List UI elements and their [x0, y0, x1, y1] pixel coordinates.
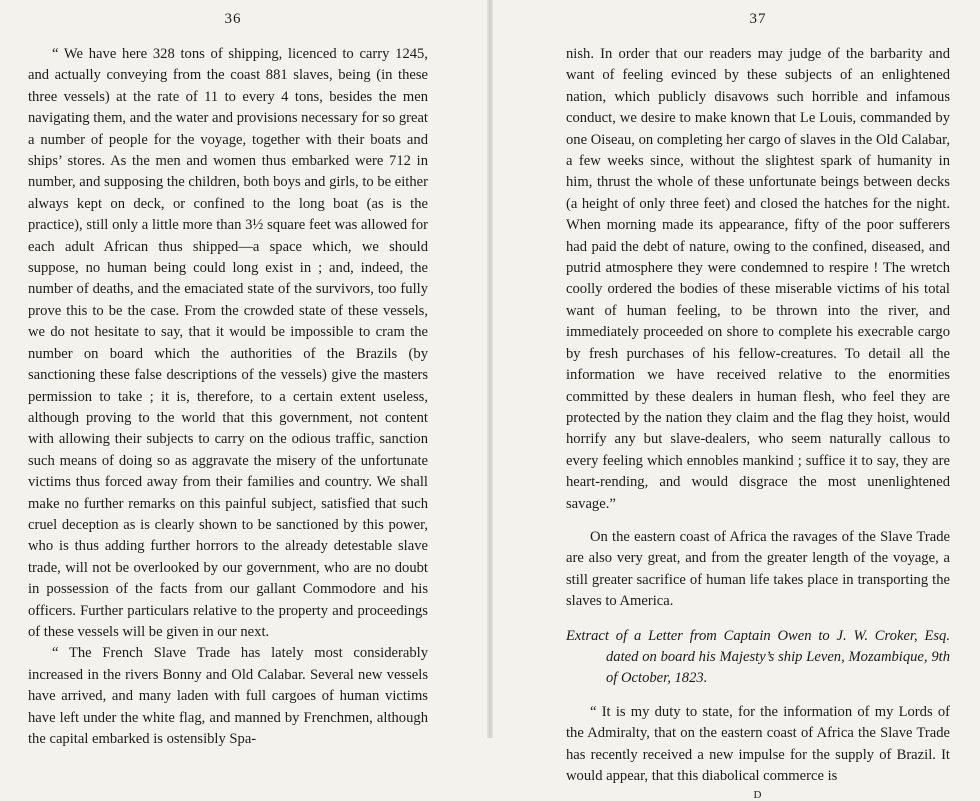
page-number-left: 36	[224, 11, 242, 27]
extract-heading: Extract of a Letter from Captain Owen to J. W. Croker, Esq. dated on board his Majesty’s ship Leven, Mozambique, 9th of October, 1823.	[566, 627, 950, 687]
right-page	[490, 0, 980, 801]
page-number-right: 37	[749, 11, 767, 27]
signature-mark: D	[753, 789, 763, 801]
paragraph-eastern-coast: On the eastern coast of Africa the ravages of the Slave Trade are also very great, and from the greater length of the voyage, a still greater sacrifice of human life takes place in transporting the slaves to America.	[566, 528, 950, 610]
paragraph-le-louis-continued: nish. In order that our readers may judge of the barbarity and want of feeling evinced by these subjects of an enlightened nation, which publicly disavows such horrible and infamous conduct, we desire to make known that Le Louis, commanded by one Oiseau, on completing her cargo of slaves in the Old Calabar, a few weeks since, without the slightest spark of humanity in him, thrust the whole of these unfortunate beings between decks (a height of only three feet) and closed the hatches for the night. When morning made its appearance, fifty of the poor sufferers had paid the debt of nature, owing to the confined, diseased, and putrid atmosphere they were condemned to respire ! The wretch coolly ordered the bodies of these miserable victims of his total want of human feeling, to be thrown into the river, and immediately proceeded on shore to complete his execrable cargo by fresh purchases of his fellow-creatures. To detail all the information we have received relative to the enormities committed by these dealers in human flesh, who feel they are protected by the nation they claim and the flag they hoist, would horrify any but slave-dealers, who seem naturally callous to every feeling which ennobles mankind ; suffice it to say, they are heart-rending, and would disgrace the most unenlightened savage.”	[566, 46, 950, 512]
paragraph-brazil-vessels: “ We have here 328 tons of shipping, licenced to carry 1245, and actually conveying from the coast 881 slaves, being (in these three vessels) at the rate of 11 to every 4 tons, besides the men navigating them, and the water and provisions necessary for so great a number of people for the voyage, together with their boats and ships’ stores. As the men and women thus embarked were 712 in number, and supposing the children, both boys and girls, to be either always kept on deck, or confined to the long boat (as is the practice), still only a little more than 3½ square feet was allowed for each adult African thus shipped—a space which, we should suppose, no human being could long exist in ; and, indeed, the number of deaths, and the emaciated state of the survivors, too fully prove this to be the case. From the crowded state of these vessels, we do not hesitate to say, that it would be impossible to cram the number on board which the authorities of the Brazils (by sanctioning these false descriptions of the vessels) give the masters permission to take ; it is, therefore, to a certain extent useless, although proving to the world that this government, not content with allowing their subjects to carry on the odious traffic, sanction such means of doing so as aggravate the misery of the unfortunate victims thus forced away from their families and country. We shall make no further remarks on this painful subject, satisfied that such cruel deception as is clearly shown to be sanctioned by this power, who is thus adding further horrors to the already detestable slave trade, will not be overlooked by our government, who are no doubt in possession of the facts from our gallant Commodore and his officers. Further particulars relative to the property and proceedings of these vessels will be given in our next.	[28, 46, 428, 640]
left-page	[0, 0, 490, 747]
paragraph-french-slave-trade: “ The French Slave Trade has lately most considerably increased in the rivers Bonny and Old Calabar. Several new vessels have arrived, and many laden with full cargoes of human victims have left under the white flag, and manned by Frenchmen, although the capital embarked is ostensibly Spa-	[28, 645, 428, 747]
paragraph-letter-owen: “ It is my duty to state, for the information of my Lords of the Admiralty, that on the eastern coast of Africa the Slave Trade has recently received a new impulse for the supply of Brazil. It would appear, that this diabolical commerce is	[566, 703, 950, 784]
